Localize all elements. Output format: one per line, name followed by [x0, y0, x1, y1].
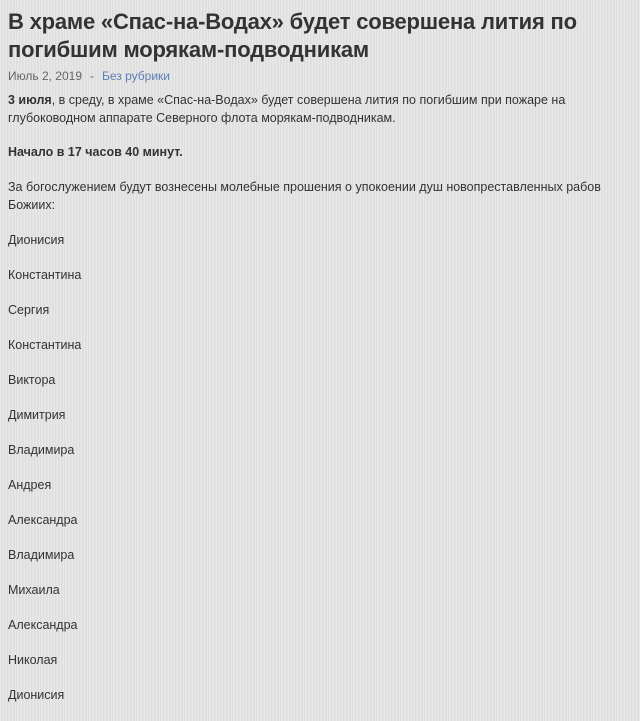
list-item: Константина: [8, 268, 82, 282]
list-item: Константина: [8, 338, 82, 352]
names-list: [8, 231, 632, 721]
list-item: Владимира: [8, 443, 75, 457]
article-title: В храме «Спас-на-Водах» будет совершена лития по погибшим морякам-подводникам: [8, 9, 577, 62]
list-item: Дионисия: [8, 688, 65, 702]
start-time-paragraph: [8, 143, 632, 161]
list-item: Михаила: [8, 583, 60, 597]
list-item: Владимира: [8, 548, 75, 562]
list-item: Димитрия: [8, 408, 66, 422]
intro-paragraph: [8, 91, 632, 127]
prayer-paragraph: За богослужением будут вознесены молебные прошения о упокоении душ новопреставленных рабов Божиих:: [8, 180, 601, 212]
list-item: Андрея: [8, 478, 52, 492]
intro-date: 3 июля: [8, 93, 52, 107]
start-time: Начало в 17 часов 40 минут.: [8, 145, 183, 159]
list-item: Виктора: [8, 373, 56, 387]
article-meta: [8, 68, 632, 84]
list-item: Дионисия: [8, 233, 65, 247]
list-item: Николая: [8, 653, 58, 667]
intro-text: , в среду, в храме «Спас-на-Водах» будет совершена лития по погибшим при пожаре на глубоководном аппарате Северного флота морякам-подводникам.: [8, 93, 566, 125]
meta-separator: -: [90, 69, 94, 83]
list-item: Александра: [8, 618, 78, 632]
list-item: Сергия: [8, 303, 50, 317]
article-content: [8, 91, 632, 721]
category-link[interactable]: Без рубрики: [102, 69, 170, 83]
article: [8, 8, 632, 721]
post-date: Июль 2, 2019: [8, 69, 82, 83]
list-item: Александра: [8, 513, 78, 527]
